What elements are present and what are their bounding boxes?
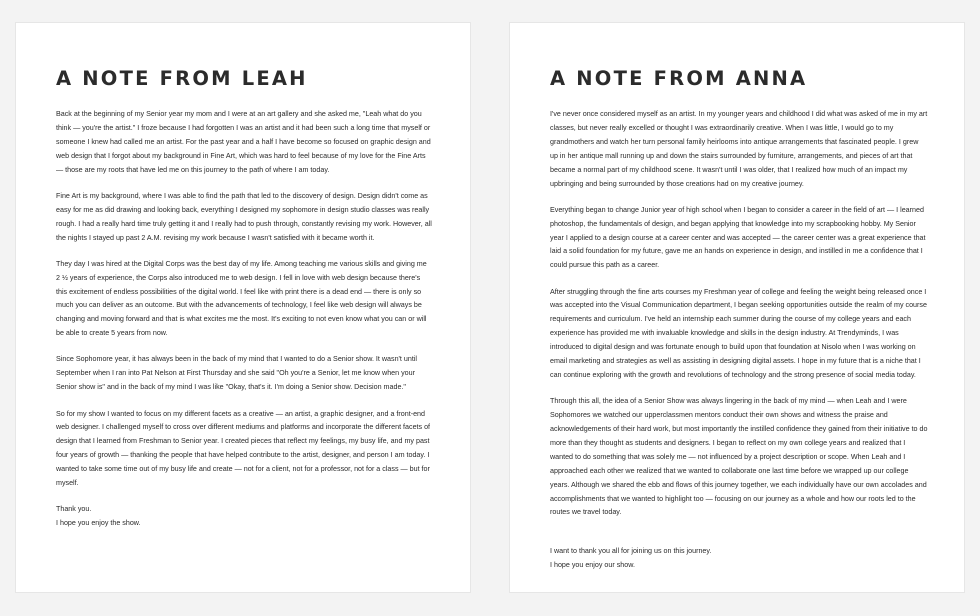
paragraph: Everything began to change Junior year of high school when I began to consider a career in the field of art — I learned photoshop, the fundamentals of design, and began applying that knowledge into my scrapbooking hobby. My Senior year I applied to a design course at a career center and was accepted — the career center was a great experience that laid a solid foundation for my future, gave me an hands on experience in design, and instilled in me a confidence that I could pursue this path as a career. (550, 205, 926, 270)
page-title: A NOTE FROM ANNA (550, 67, 808, 90)
paragraph: Through this all, the idea of a Senior Show was always lingering in the back of my mind — when Leah and I were Sophomores we watched our upperclassmen mentors conduct their own shows and witness the praise and acknowledgements of their hard work, but most importantly the instilled confidence they gained from their initiative to do more than they thought as students and designers. I began to reflect on my own college years and realized that I wanted to do something that was solely me — not influenced by a project description or scope. When Leah and I approached each other we realized that we wanted to collaborate one last time before we wrapped up our college years. Although we shared the ebb and flows of this journey together, we each individually have our own accolades and accomplishments that we wanted to highlight too — focusing on our journey as a whole and how our roots led to the routes we travel today. (550, 397, 928, 517)
paragraph: Fine Art is my background, where I was able to find the path that led to the discovery of design. Design didn't come as easy for me as did drawing and looking back, everything I designed my sophomore in design studio classes was really rough. I had a really hard time truly getting it and I really had to push through, constantly revising my work. However, all the nights I stayed up past 2 A.M. revising my work because I wasn't satisfied with it became worth it. (56, 191, 432, 242)
right-page (509, 22, 965, 593)
paragraph: Back at the beginning of my Senior year my mom and I were at an art gallery and she asked me, "Leah what do you think — you're the artist." I froze because I had forgotten I was an artist and it had been such a long time that myself or someone I knew had called me an artist. For the past year and a half I have become so focused on graphic design and web design that I forgot about my background in Fine Art, which was hard to feel because of my love for the Fine Arts — those are my roots that have led me on this journey to the path of where I am today. (56, 110, 431, 174)
paragraph: They day I was hired at the Digital Corps was the best day of my life. Among teaching me various skills and giving me 2 ½ years of experience, the Corps also introduced me to web design. I fell in love with web design because there's this excitement of endless possibilities of the digital world. I feel like with print there is a dead end — there is only so much you can deliver as an outcome. But with the advancements of technology, I feel like web design will always be changing and moving forward and that is what excites me the most. It's exciting to not even know what you can or will be able to create 5 years from now. (56, 259, 427, 338)
paragraph: So for my show I wanted to focus on my different facets as a creative — an artist, a graphic designer, and a front-end web designer. I challenged myself to cross over different mediums and platforms and incorporate the different facets of design that I learned from Freshman to Senior year. I created pieces that reflect my feelings, my busy life, and my past four years of growth — thanking the people that have helped contribute to the artist, designer, and person I am today. I wanted to take some time out of my busy life and create — not for a client, not for a professor, not for a class — but for myself. (56, 409, 431, 488)
closing-line: Thank you. (56, 505, 92, 514)
closing-line: I want to thank you all for joining us on this journey. (550, 546, 712, 555)
paragraph: I've never once considered myself as an artist. In my younger years and childhood I did what was asked of me in my art classes, but never really excelled or thought I was extraordinarily creative. When I was little, I would go to my grandmothers and watch her turn personal family heirlooms into antique arrangements that fascinated people. I grew up in her antique mall running up and down the stairs surrounded by furniture, arrangements, and pieces of art that became a normal part of my childhood scene. It wasn't until I was older, that I realized how much of an impact my upbringing and being surrounded by those creations had on my creative journey. (550, 110, 928, 188)
closing-line: I hope you enjoy the show. (56, 519, 141, 528)
left-page (15, 22, 471, 593)
page-title: A NOTE FROM LEAH (56, 67, 308, 90)
paragraph: Since Sophomore year, it has always been in the back of my mind that I wanted to do a Senior show. It wasn't until September when I ran into Pat Nelson at First Thursday and she said "Oh you're a Senior, let me know when your Senior show is" and in the back of my mind I was like "Okay, that's it. I'm doing a Senior show. Decision made." (56, 355, 417, 392)
closing-line: I hope you enjoy our show. (550, 560, 635, 569)
paragraph: After struggling through the fine arts courses my Freshman year of college and feeling the weight being released once I was accepted into the Visual Communication department, I began seeking opportunities outside the realm of my course requirements and curriculum. I've held an internship each summer during the course of my college years and each experience has provided me with invaluable knowledge and skills in the design industry. At Trendyminds, I was introduced to digital design and was fortunate enough to build upon that foundation at Nisolo when I was working on email marketing and strategies as well as assisting in designing digital assets. I hope in my future that is a niche that I can continue exploring with the growth and revolutions of technology and the strong presence of social media today. (550, 287, 927, 379)
